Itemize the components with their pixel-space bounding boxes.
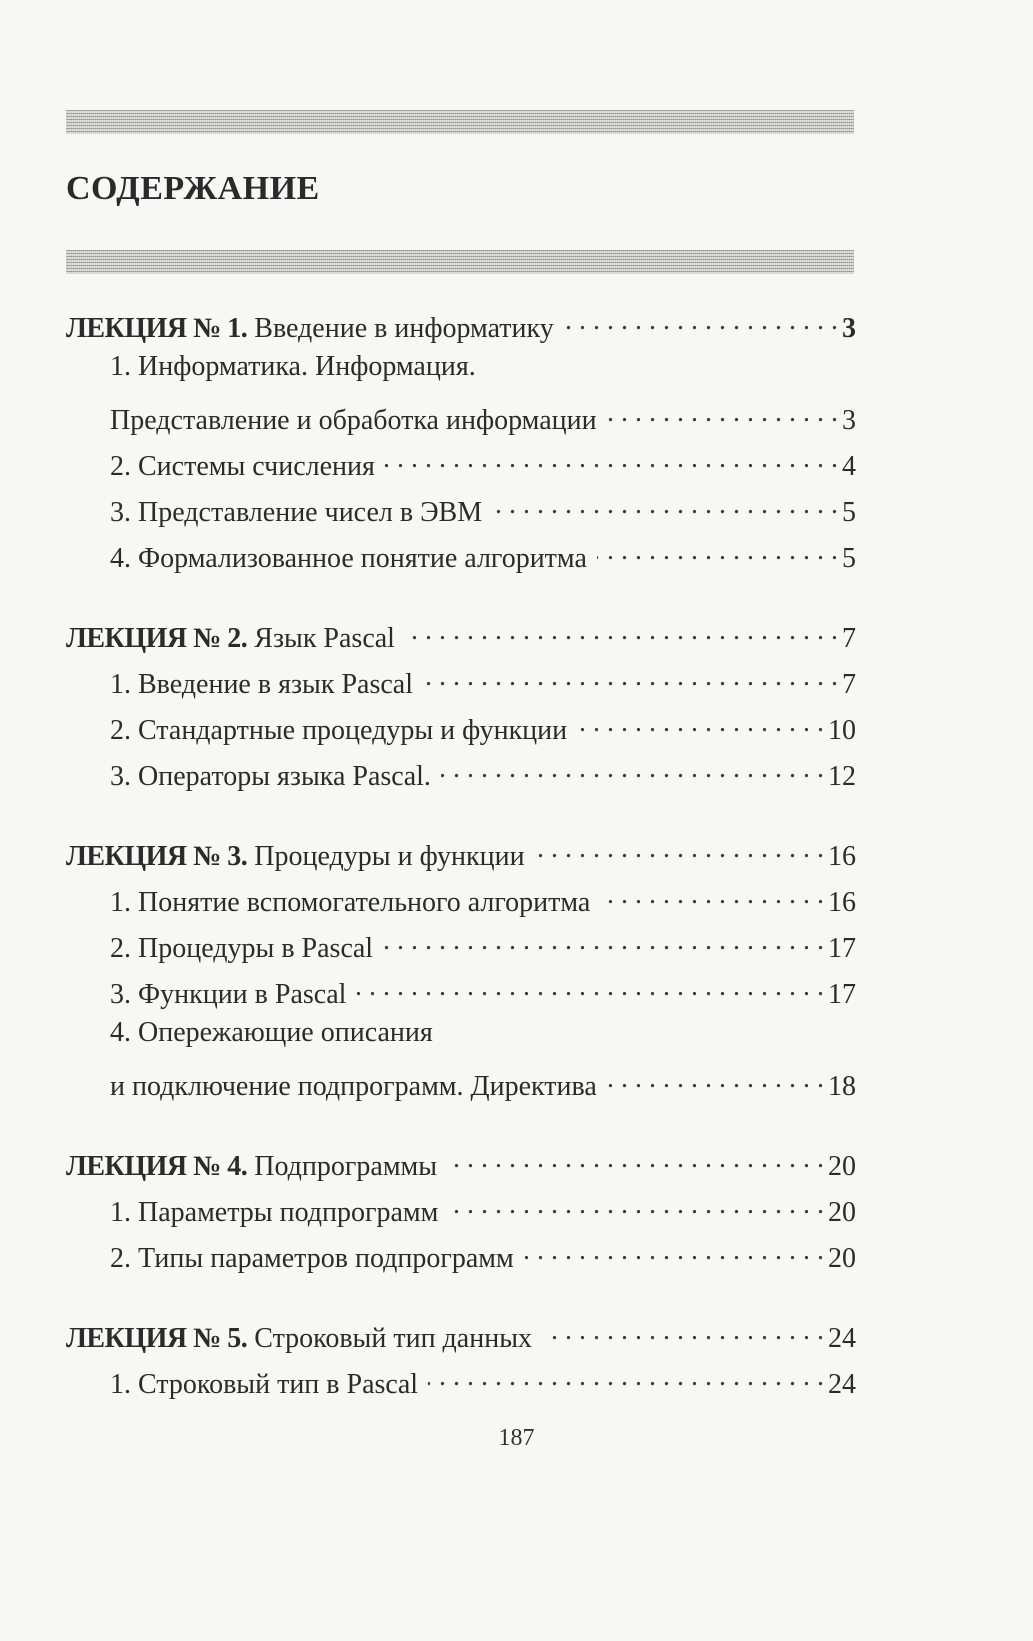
page-ref: 5 [842,543,856,574]
item-title: 2. Системы счисления [110,451,375,482]
toc-item[interactable] [66,443,856,489]
leader-dots [441,753,824,785]
item-title: 2. Типы параметров подпрограмм [110,1243,514,1274]
toc-item[interactable] [66,1235,856,1281]
lecture-label [66,1151,437,1183]
item-title: 3. Операторы языка Pascal. [110,761,431,792]
toc-item[interactable] [66,1063,856,1109]
page-ref: 4 [842,451,856,482]
toc-section-5 [66,1315,856,1407]
toc-item[interactable] [66,535,856,581]
toc-section-2 [66,615,856,799]
lecture-prefix: ЛЕКЦИЯ № 4. [66,1151,248,1182]
leader-dots [492,489,838,521]
item-title: 3. Представление чисел в ЭВМ [110,497,483,528]
leader-dots [524,1235,824,1267]
toc-item[interactable] [66,925,856,971]
lecture-title: Процедуры и функции [254,841,525,872]
toc-section-3 [66,833,856,1109]
page-ref: 18 [828,1071,856,1102]
leader-dots [564,305,838,337]
page-ref: 5 [842,497,856,528]
leader-dots [607,1063,824,1095]
page-ref: 17 [828,933,856,964]
lecture-prefix: ЛЕКЦИЯ № 2. [66,623,248,654]
page-ref: 17 [828,979,856,1010]
leader-dots [600,879,824,911]
page-number: 187 [498,1425,535,1451]
toc-lecture-entry[interactable] [66,1315,856,1361]
lecture-prefix: ЛЕКЦИЯ № 5. [66,1323,248,1354]
leader-dots [607,397,838,429]
toc-item[interactable] [66,351,856,397]
page-ref: 20 [828,1151,856,1182]
leader-dots [577,707,824,739]
page-ref: 20 [828,1243,856,1274]
top-decorative-rule [66,110,854,134]
toc-item[interactable] [66,971,856,1017]
toc-lecture-entry[interactable] [66,1143,856,1189]
toc-item[interactable] [66,661,856,707]
item-title: 4. Формализованное понятие алгоритма [110,543,587,574]
leader-dots [428,1361,824,1393]
page-ref: 3 [842,313,856,344]
toc-section-1 [66,305,856,581]
item-title: 4. Опережающие описания [110,1017,433,1048]
item-title: 1. Введение в язык Pascal [110,669,413,700]
page-ref: 16 [828,887,856,918]
lecture-label [66,313,554,345]
page-ref: 7 [842,669,856,700]
heading-decorative-rule [66,250,854,274]
leader-dots [423,661,838,693]
lecture-prefix: ЛЕКЦИЯ № 3. [66,841,248,872]
leader-dots [597,535,838,567]
toc-lecture-entry[interactable] [66,615,856,661]
page-ref: 7 [842,623,856,654]
page-ref: 10 [828,715,856,746]
leader-dots [356,971,824,1003]
toc-section-4 [66,1143,856,1281]
item-title: 2. Процедуры в Pascal [110,933,374,964]
lecture-prefix: ЛЕКЦИЯ № 1. [66,313,248,344]
page-ref: 12 [828,761,856,792]
lecture-label [66,1323,532,1355]
item-title: и подключение подпрограмм. Директива [110,1071,597,1102]
lecture-label [66,623,395,655]
lecture-title: Язык Pascal [254,623,395,654]
toc-item[interactable] [66,879,856,925]
item-title: 1. Строковый тип в Pascal [110,1369,419,1400]
item-title: 3. Функции в Pascal [110,979,347,1010]
toc-lecture-entry[interactable] [66,833,856,879]
leader-dots [535,833,824,865]
toc-item[interactable] [66,753,856,799]
item-title: Представление и обработка информации [110,405,597,436]
toc-item[interactable] [66,707,856,753]
leader-dots [447,1143,824,1175]
toc-item[interactable] [66,1361,856,1407]
toc-lecture-entry[interactable] [66,305,856,351]
page-ref: 20 [828,1197,856,1228]
page-ref: 24 [828,1369,856,1400]
leader-dots [542,1315,824,1347]
page-title: СОДЕРЖАНИЕ [66,170,320,207]
toc-item[interactable] [66,489,856,535]
toc-item[interactable] [66,1017,856,1063]
page-ref: 16 [828,841,856,872]
item-title: 2. Стандартные процедуры и функции [110,715,568,746]
lecture-label [66,841,525,873]
table-of-contents [66,305,856,1441]
page-ref: 3 [842,405,856,436]
leader-dots [385,443,838,475]
toc-item[interactable] [66,397,856,443]
leader-dots [448,1189,824,1221]
item-title: 1. Параметры подпрограмм [110,1197,439,1228]
toc-item[interactable] [66,1189,856,1235]
item-title: 1. Понятие вспомогательного алгоритма [110,887,591,918]
leader-dots [383,925,824,957]
lecture-title: Введение в информатику [254,313,554,344]
lecture-title: Строковый тип данных [254,1323,533,1354]
item-title: 1. Информатика. Информация. [110,351,476,382]
page-ref: 24 [828,1323,856,1354]
lecture-title: Подпрограммы [254,1151,438,1182]
leader-dots [405,615,838,647]
